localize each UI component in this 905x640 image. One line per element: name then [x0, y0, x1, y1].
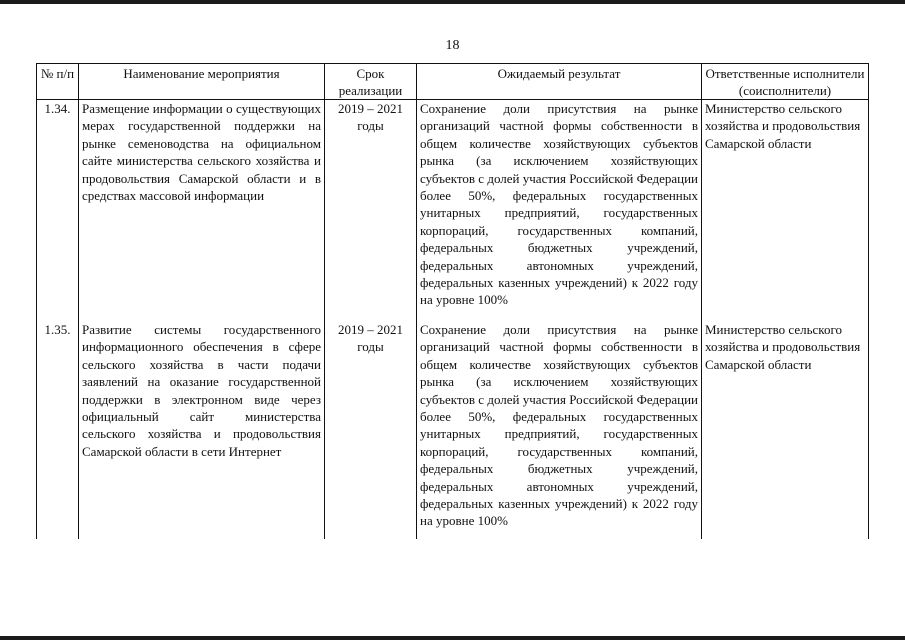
table-row: [37, 321, 869, 539]
header-term: Срок реализации: [325, 64, 417, 100]
measures-table: [36, 63, 869, 539]
table-header-row: [37, 64, 869, 100]
row-term: 2019 – 2021 годы: [325, 100, 417, 322]
row-expected-result: Сохранение доли присутствия на рынке организаций частной формы собственности в общем количестве хозяйствующих субъектов рынка (за исключением хозяйствующих субъектов с долей участия Российской Федерации более 50%, федеральных государственных унитарных предприятий, государственных корпораций, государственных компаний, федеральных бюджетных учреждений, федеральных автономных учреждений, федеральных казенных учреждений) к 2022 году на уровне 100%: [417, 321, 702, 539]
scan-edge-top: [0, 0, 905, 4]
page-number: 18: [445, 38, 460, 53]
header-result: Ожидаемый результат: [417, 64, 702, 100]
row-measure-name: Развитие системы государственного информационного обеспечения в сфере сельского хозяйства в части подачи заявлений на оказание государственной поддержки в электронном виде через официальный сайт министерства сельского хозяйства и продовольствия Самарской области в сети Интернет: [79, 321, 325, 539]
row-responsible: Министерство сельского хозяйства и продовольствия Самарской области: [702, 100, 869, 322]
row-responsible: Министерство сельского хозяйства и продовольствия Самарской области: [702, 321, 869, 539]
header-responsible: Ответственные исполнители (соисполнители): [702, 64, 869, 100]
header-num: № п/п: [37, 64, 79, 100]
row-num: 1.34.: [37, 100, 79, 322]
header-name: Наименование мероприятия: [79, 64, 325, 100]
table-row: [37, 100, 869, 322]
row-term: 2019 – 2021 годы: [325, 321, 417, 539]
row-num: 1.35.: [37, 321, 79, 539]
row-expected-result: Сохранение доли присутствия на рынке организаций частной формы собственности в общем количестве хозяйствующих субъектов рынка (за исключением хозяйствующих субъектов с долей участия Российской Федерации более 50%, федеральных государственных унитарных предприятий, государственных корпораций, государственных компаний, федеральных бюджетных учреждений, федеральных автономных учреждений, федеральных казенных учреждений) к 2022 году на уровне 100%: [417, 100, 702, 322]
row-measure-name: Размещение информации о существующих мерах государственной поддержки на рынке семеноводства на официальном сайте министерства сельского хозяйства и продовольствия Самарской области и в средствах массовой информации: [79, 100, 325, 322]
scan-edge-bottom: [0, 636, 905, 640]
